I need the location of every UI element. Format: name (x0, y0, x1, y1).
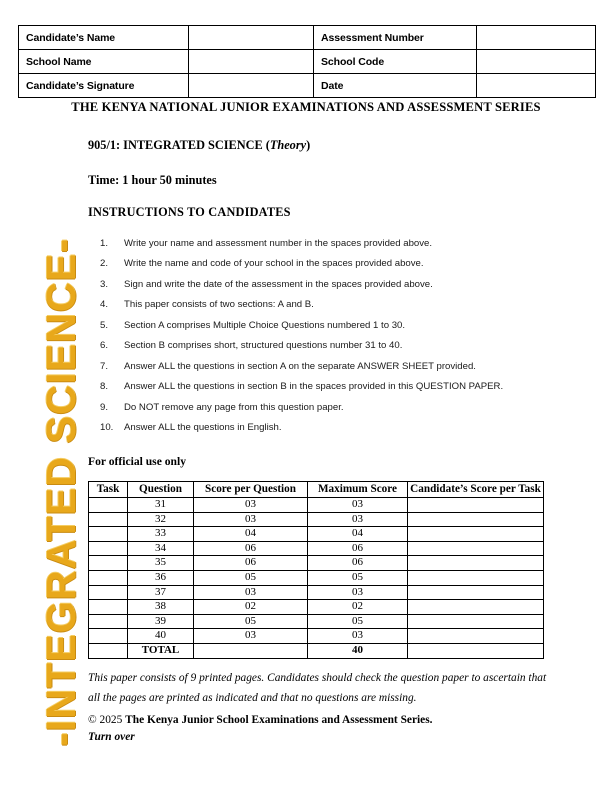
table-row (89, 556, 544, 571)
list-item (100, 362, 570, 373)
list-item (100, 321, 570, 332)
instructions-heading: INSTRUCTIONS TO CANDIDATES (88, 205, 291, 219)
cell-question: 38 (128, 600, 194, 615)
school-name-label: School Name (19, 50, 189, 74)
list-item-label: Write your name and assessment number in the spaces provided above. (124, 238, 433, 249)
cell-score-per-question: 04 (194, 527, 308, 542)
cell-task[interactable] (89, 541, 128, 556)
list-item-label: Answer ALL the questions in section A on the separate ANSWER SHEET provided. (124, 360, 476, 372)
cell-score-per-question: 05 (194, 614, 308, 629)
cell-candidate-score[interactable] (408, 570, 544, 585)
cell-total-candidate-score[interactable] (408, 643, 544, 658)
column-header-task: Task (89, 482, 128, 498)
instructions-list (100, 239, 570, 443)
table-row (89, 498, 544, 513)
school-code-field[interactable] (477, 50, 596, 74)
paper-code-closing-paren: ) (306, 138, 311, 152)
cell-maximum-score: 03 (308, 629, 408, 644)
cell-task[interactable] (89, 498, 128, 513)
cell-task[interactable] (89, 614, 128, 629)
table-row (89, 570, 544, 585)
candidate-name-field[interactable] (189, 26, 314, 50)
official-score-table (88, 481, 544, 659)
list-item-number: 9. (100, 401, 109, 413)
official-use-heading: For official use only (88, 455, 187, 468)
cell-maximum-score: 05 (308, 614, 408, 629)
cell-maximum-score: 05 (308, 570, 408, 585)
list-item (100, 423, 570, 434)
cell-task[interactable] (89, 600, 128, 615)
cell-score-per-question: 06 (194, 541, 308, 556)
cell-total-label: TOTAL (128, 643, 194, 658)
copyright-line (88, 712, 548, 729)
cell-question: 37 (128, 585, 194, 600)
column-header-maximum-score: Maximum Score (308, 482, 408, 498)
paper-code-text: 905/1: INTEGRATED SCIENCE ( (88, 138, 270, 152)
cell-total-maximum-score: 40 (308, 643, 408, 658)
cell-candidate-score[interactable] (408, 629, 544, 644)
list-item-label: Answer ALL the questions in English. (124, 421, 282, 433)
cell-score-per-question: 02 (194, 600, 308, 615)
list-item-number: 8. (100, 381, 109, 393)
cell-question: 33 (128, 527, 194, 542)
school-code-label: School Code (314, 50, 477, 74)
table-row (89, 614, 544, 629)
cell-task[interactable] (89, 556, 128, 571)
page-footer (88, 669, 548, 743)
list-item (100, 341, 570, 352)
table-row (19, 74, 596, 98)
table-total-row (89, 643, 544, 658)
list-item-number: 10. (100, 421, 114, 433)
table-row (89, 600, 544, 615)
cell-task[interactable] (89, 512, 128, 527)
cell-maximum-score: 03 (308, 498, 408, 513)
cell-candidate-score[interactable] (408, 527, 544, 542)
cell-task (89, 643, 128, 658)
list-item-number: 7. (100, 360, 109, 372)
paper-type-text: Theory (269, 138, 307, 152)
cell-task[interactable] (89, 585, 128, 600)
cell-maximum-score: 06 (308, 556, 408, 571)
assessment-number-label: Assessment Number (314, 26, 477, 50)
table-row (19, 26, 596, 50)
cell-question: 36 (128, 570, 194, 585)
list-item (100, 300, 570, 311)
table-row (89, 629, 544, 644)
cell-candidate-score[interactable] (408, 512, 544, 527)
table-row (89, 527, 544, 542)
list-item (100, 403, 570, 414)
candidate-name-label: Candidate’s Name (19, 26, 189, 50)
copyright-body: The Kenya Junior School Examinations and Assessment Series. (125, 714, 433, 727)
page-title: THE KENYA NATIONAL JUNIOR EXAMINATIONS AND ASSESSMENT SERIES (71, 100, 541, 114)
list-item (100, 239, 570, 250)
cell-question: 34 (128, 541, 194, 556)
table-row (89, 512, 544, 527)
copyright-prefix: © 2025 (88, 714, 126, 727)
cell-candidate-score[interactable] (408, 498, 544, 513)
candidate-signature-label: Candidate’s Signature (19, 74, 189, 98)
table-row (89, 541, 544, 556)
table-header-row (89, 482, 544, 498)
cell-candidate-score[interactable] (408, 585, 544, 600)
assessment-number-field[interactable] (477, 26, 596, 50)
cell-maximum-score: 02 (308, 600, 408, 615)
cell-maximum-score: 03 (308, 585, 408, 600)
cell-question: 40 (128, 629, 194, 644)
table-row (19, 50, 596, 74)
school-name-field[interactable] (189, 50, 314, 74)
turn-over-label: Turn over (88, 731, 135, 744)
list-item-label: Write the name and code of your school in the spaces provided above. (124, 258, 424, 270)
list-item-label: This paper consists of two sections: A and B. (124, 299, 314, 311)
cell-score-per-question: 03 (194, 629, 308, 644)
list-item-label: Section A comprises Multiple Choice Questions numbered 1 to 30. (124, 319, 406, 331)
vertical-subject-banner (31, 232, 91, 752)
cell-maximum-score: 03 (308, 512, 408, 527)
cell-question: 35 (128, 556, 194, 571)
list-item-label: Answer ALL the questions in section B in the spaces provided in this QUESTION PAPER. (124, 381, 504, 393)
cell-candidate-score[interactable] (408, 556, 544, 571)
list-item (100, 382, 570, 393)
time-allowed: Time: 1 hour 50 minutes (88, 173, 217, 187)
cell-question: 32 (128, 512, 194, 527)
column-header-question: Question (128, 482, 194, 498)
list-item-number: 6. (100, 340, 109, 352)
cell-candidate-score[interactable] (408, 614, 544, 629)
cell-score-per-question (194, 643, 308, 658)
paper-code-line (88, 138, 310, 153)
cell-task[interactable] (89, 527, 128, 542)
cell-candidate-score[interactable] (408, 600, 544, 615)
vertical-subject-banner-text: -INTEGRATED SCIENCE- (37, 237, 84, 747)
cell-question: 31 (128, 498, 194, 513)
footer-note: This paper consists of 9 printed pages. Candidates should check the question paper to ascertain that all the pages are printed as indicated and that no questions are missing. (88, 672, 547, 704)
column-header-candidate-score: Candidate’s Score per Task (408, 482, 544, 498)
list-item-number: 1. (100, 238, 109, 249)
cell-maximum-score: 04 (308, 527, 408, 542)
cell-candidate-score[interactable] (408, 541, 544, 556)
list-item (100, 280, 570, 291)
list-item-label: Section B comprises short, structured questions number 31 to 40. (124, 340, 403, 352)
date-label: Date (314, 74, 477, 98)
list-item-number: 5. (100, 319, 109, 331)
cell-score-per-question: 05 (194, 570, 308, 585)
date-field[interactable] (477, 74, 596, 98)
list-item-number: 2. (100, 258, 109, 270)
cell-score-per-question: 03 (194, 585, 308, 600)
table-row (89, 585, 544, 600)
cell-maximum-score: 06 (308, 541, 408, 556)
cell-score-per-question: 06 (194, 556, 308, 571)
candidate-identification-table (18, 25, 596, 98)
list-item-label: Do NOT remove any page from this question paper. (124, 401, 344, 413)
cell-score-per-question: 03 (194, 512, 308, 527)
list-item-label: Sign and write the date of the assessment in the spaces provided above. (124, 278, 433, 290)
cell-task[interactable] (89, 629, 128, 644)
cell-task[interactable] (89, 570, 128, 585)
candidate-signature-field[interactable] (189, 74, 314, 98)
cell-question: 39 (128, 614, 194, 629)
cell-score-per-question: 03 (194, 498, 308, 513)
column-header-score-per-question: Score per Question (194, 482, 308, 498)
list-item (100, 259, 570, 270)
list-item-number: 4. (100, 299, 109, 311)
list-item-number: 3. (100, 278, 109, 290)
